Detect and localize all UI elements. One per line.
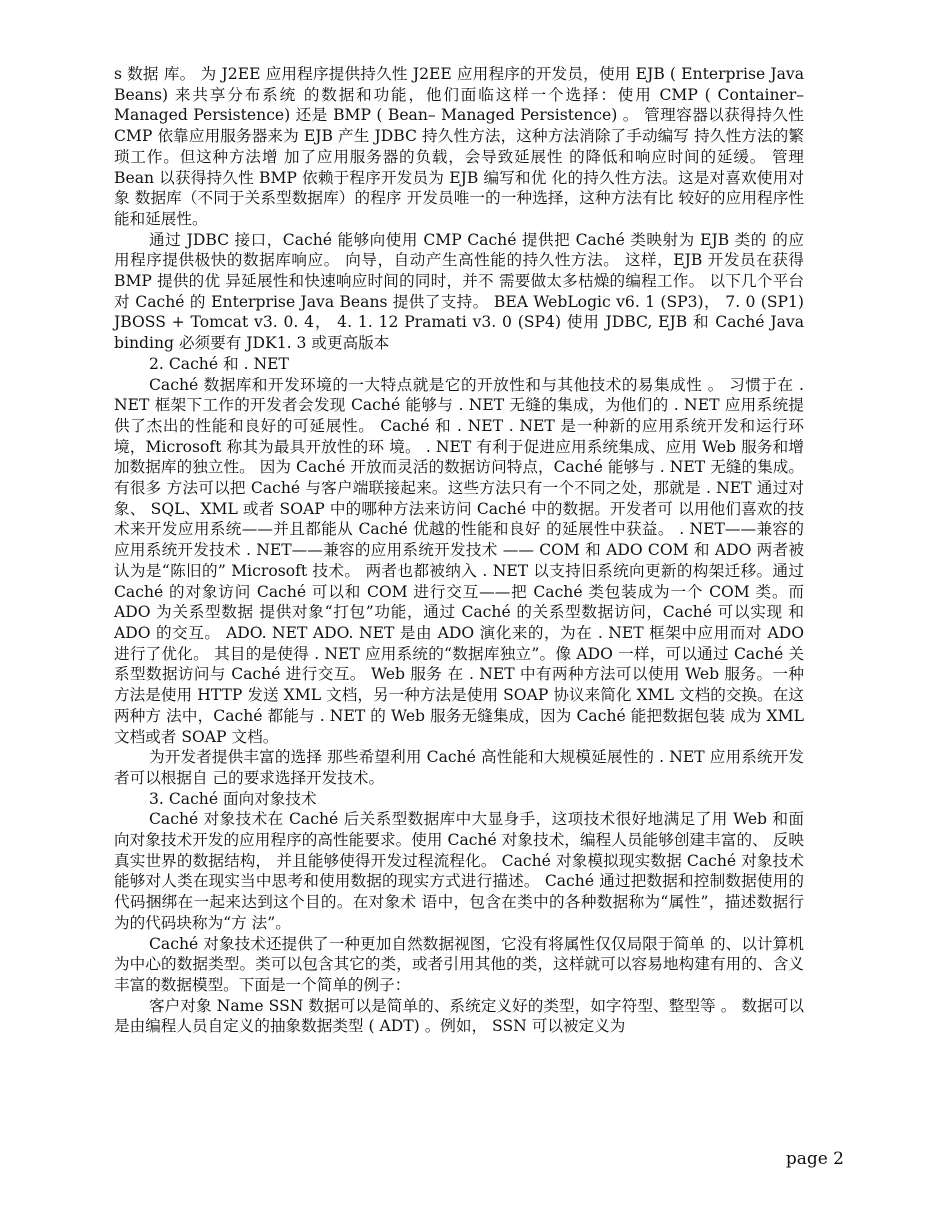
paragraph-object-technology: Caché 对象技术在 Caché 后关系型数据库中大显身手，这项技术很好地满足了用 Web 和面向对象技术开发的应用程序的高性能要求。使用 Caché 对象技术，编程人员能够创建丰富的、 反映真实世界的数据结构， 并且能够使得开发过程流程化。 Caché 对象模拟现实数据 Caché 对象技术能够对人类在现实当中思考和使用数据的现实方式进行描述。 Caché 通过把数据和控制数据使用的代码捆绑在一起来达到这个目的。在对象术 语中，包含在类中的各种数据称为“属性”，描述数据行为的代码块称为“方 法”。	[114, 810, 804, 932]
paragraph-developer-choice: 为开发者提供丰富的选择 那些希望利用 Caché 高性能和大规模延展性的 . NET 应用系统开发者可以根据自 己的要求选择开发技术。	[114, 748, 804, 787]
paragraph-j2ee-persistence: s 数据 库。 为 J2EE 应用程序提供持久性 J2EE 应用程序的开发员，使用 EJB ( Enterprise Java Beans) 来共享分布系统 的数据和功能，他们面临这样一个选择：使用 CMP ( Container– Managed Persistence) 还是 BMP ( Bean– Managed Persistence) 。 管理容器以获得持久性 CMP 依靠应用服务器来为 EJB 产生 JDBC 持久性方法，这种方法消除了手动编写 持久性方法的繁琐工作。但这种方法增 加了应用服务器的负载，会导致延展性 的降低和响应时间的延缓。 管理 Bean 以获得持久性 BMP 依赖于程序开发员为 EJB 编写和优 化的持久性方法。这是对喜欢使用对象 数据库（不同于关系型数据库）的程序 开发员唯一的一种选择，这种方法有比 较好的应用程序性能和延展性。	[114, 65, 804, 228]
body-text	[114, 64, 804, 1037]
paragraph-customer-object: 客户对象 Name SSN 数据可以是简单的、系统定义好的类型，如字符型、整型等 。 数据可以是由编程人员自定义的抽象数据类型 ( ADT) 。例如， SSN 可以被定义为	[114, 996, 804, 1036]
paragraph-jdbc-interface: 通过 JDBC 接口，Caché 能够向使用 CMP Caché 提供把 Caché 类映射为 EJB 类的 的应用程序提供极快的数据库响应。 向导，自动产生高性能的持久性方法。 这样，EJB 开发员在获得 BMP 提供的优 异延展性和快速响应时间的同时，并不 需要做太多枯燥的编程工作。 以下几个平台对 Caché 的 Enterprise Java Beans 提供了支持。 BEA WebLogic v6. 1 (SP3)， 7. 0 (SP1) JBOSS + Tomcat v3. 0. 4， 4. 1. 12 Pramati v3. 0 (SP4) 使用 JDBC, EJB 和 Caché Java binding 必须要有 JDK1. 3 或更高版本	[114, 230, 804, 353]
section-heading-object-technology: 3. Caché 面向对象技术	[149, 789, 317, 808]
paragraph-data-view: Caché 对象技术还提供了一种更加自然数据视图，它没有将属性仅仅局限于简单 的、以计算机为中心的数据类型。类可以包含其它的类，或者引用其他的类，这样就可以容易地构建有用的、含义丰富的数据模型。下面是一个简单的例子：	[114, 934, 804, 994]
page-number: page 2	[785, 1149, 844, 1169]
paragraph-cache-dotnet: Caché 数据库和开发环境的一大特点就是它的开放性和与其他技术的易集成性 。 习惯于在 . NET 框架下工作的开发者会发现 Caché 能够与 . NET 无缝的集成，为他们的 . NET 应用系统提供了杰出的性能和良好的可延展性。 Caché 和 . NET . NET 是一种新的应用系统开发和运行环境，Microsoft 称其为最具开放性的环 境。 . NET 有利于促进应用系统集成、应用 Web 服务和增加数据库的独立性。 因为 Caché 开放而灵活的数据访问特点，Caché 能够与 . NET 无缝的集成。有很多 方法可以把 Caché 与客户端联接起来。这些方法只有一个不同之处，那就是 . NET 通过对象、 SQL、XML 或者 SOAP 中的哪种方法来访问 Caché 中的数据。开发者可 以用他们喜欢的技术来开发应用系统——并且都能从 Caché 优越的性能和良好 的延展性中获益。 . NET——兼容的应用系统开发技术 . NET——兼容的应用系统开发技术 —— COM 和 ADO COM 和 ADO 两者被认为是“陈旧的” Microsoft 技术。 两者也都被纳入 . NET 以支持旧系统向更新的构架迁移。通过 Caché 的对象访问 Caché 可以和 COM 进行交互——把 Caché 类包装成为一个 COM 类。而 ADO 为关系型数据 提供对象“打包”功能，通过 Caché 的关系型数据访问，Caché 可以实现 和 ADO 的交互。 ADO. NET ADO. NET 是由 ADO 演化来的，为在 . NET 框架中应用而对 ADO 进行了优化。 其目的是使得 . NET 应用系统的“数据库独立”。像 ADO 一样，可以通过 Caché 关系型数据访问与 Caché 进行交互。 Web 服务 在 . NET 中有两种方法可以使用 Web 服务。一种方法是使用 HTTP 发送 XML 文档，另一种方法是使用 SOAP 协议来简化 XML 文档的交换。在这两种方 法中，Caché 都能与 . NET 的 Web 服务无缝集成，因为 Caché 能把数据包装 成为 XML 文档或者 SOAP 文档。	[114, 375, 804, 746]
section-heading-cache-dotnet: 2. Caché 和 . NET	[149, 354, 289, 373]
